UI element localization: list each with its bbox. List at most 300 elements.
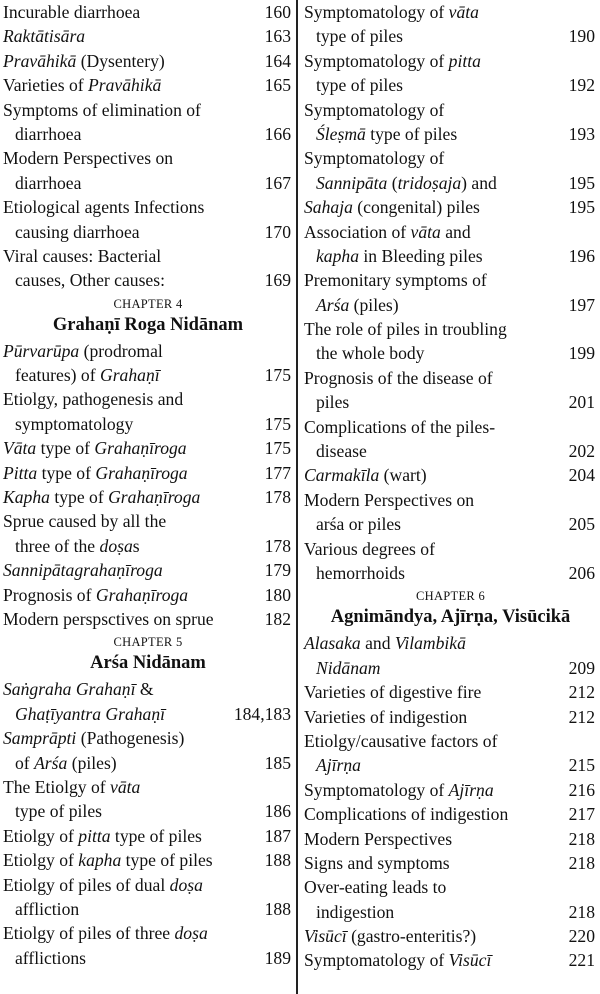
toc-entry-line [3, 387, 293, 411]
toc-entry[interactable] [304, 146, 597, 195]
toc-entry-line [304, 415, 597, 439]
entry-text: Symptomatology of [304, 2, 449, 22]
toc-entry-line [3, 195, 293, 219]
toc-entry-line [304, 802, 597, 826]
entry-text: type of piles [365, 123, 458, 144]
toc-entry-line [3, 461, 293, 485]
entry-text: Prognosis of the disease of [304, 367, 493, 388]
entry-text: Varieties of digestive fire [304, 682, 482, 703]
toc-entry[interactable] [304, 705, 597, 729]
entry-text: Over-eating leads to [304, 877, 447, 898]
entry-text: Complications of the piles- [304, 416, 496, 437]
toc-entry-line [304, 146, 597, 170]
entry-title [304, 268, 487, 292]
toc-entry-line [3, 897, 293, 921]
toc-entry[interactable] [304, 680, 597, 704]
page-number: 188 [264, 850, 291, 871]
entry-text: Symptomatology of [304, 50, 449, 71]
toc-entry-line [3, 583, 293, 607]
toc-entry[interactable] [304, 948, 597, 972]
entry-text: Etiolgy of [3, 850, 79, 871]
entry-title [304, 924, 476, 948]
entry-title [304, 802, 508, 826]
entry-text: (prodromal [79, 340, 163, 361]
toc-entry-line [3, 824, 293, 848]
entry-text: causing diarrhoea [15, 221, 140, 242]
page-number: 202 [568, 441, 595, 462]
entry-text: Modern perspsctives on sprue [3, 608, 214, 629]
toc-entry[interactable] [3, 195, 293, 244]
entry-title [3, 702, 165, 726]
toc-entry[interactable] [3, 775, 293, 824]
entry-title [304, 488, 474, 512]
page-number: 184,183 [233, 703, 291, 724]
entry-text: The role of piles in troubling [304, 319, 507, 340]
entry-title [3, 461, 188, 485]
page-number: 197 [568, 294, 595, 315]
entry-text: type of [37, 462, 96, 483]
italic-term: Sahaja [304, 197, 353, 218]
toc-entry-line [3, 873, 293, 897]
entry-title [304, 900, 394, 924]
toc-entry-line [3, 339, 293, 363]
toc-entry-line [304, 488, 597, 512]
toc-entry[interactable] [304, 875, 597, 924]
entry-title [3, 751, 117, 775]
toc-entry-line [3, 412, 293, 436]
toc-entry-line [304, 656, 597, 680]
page-number: 175 [264, 365, 291, 386]
italic-term: Raktātisāra [3, 26, 86, 47]
italic-term: Pravāhikā [3, 50, 77, 71]
entry-title [3, 607, 214, 631]
entry-title [3, 848, 213, 872]
entry-title [3, 387, 183, 411]
italic-term: Grahaṇī [100, 365, 160, 386]
entry-title [304, 875, 446, 899]
toc-entry[interactable] [304, 220, 597, 269]
page-number: 179 [264, 560, 291, 581]
toc-entry[interactable] [304, 317, 597, 366]
page-number: 217 [568, 804, 595, 825]
toc-entry-line [304, 24, 597, 48]
toc-entry-line [304, 900, 597, 924]
toc-entry[interactable] [3, 873, 293, 922]
entry-text: Symptomatology of [304, 148, 445, 169]
italic-term: Arśa [34, 752, 68, 773]
page-number: 209 [568, 657, 595, 678]
italic-term: Grahaṇīroga [95, 584, 189, 605]
page-number: 212 [568, 682, 595, 703]
entry-text: type of piles [121, 850, 213, 871]
page-number: 178 [264, 487, 291, 508]
entry-title [304, 631, 466, 655]
toc-entry-line [3, 436, 293, 460]
toc-entry[interactable] [3, 244, 293, 293]
italic-term: Grahaṇīroga [108, 487, 201, 508]
entry-title [3, 195, 204, 219]
toc-entry[interactable] [304, 537, 597, 586]
toc-entry[interactable] [3, 49, 293, 73]
toc-entry-line [304, 390, 597, 414]
italic-term: vāta [410, 221, 441, 242]
entry-text: Varieties of [3, 75, 89, 96]
entry-title [3, 485, 200, 509]
entry-text: hemorrhoids [316, 562, 405, 583]
toc-entry-line [304, 73, 597, 97]
entry-text: Signs and symptoms [304, 852, 450, 873]
toc-entry-line [3, 24, 293, 48]
toc-entry-line [3, 73, 293, 97]
entry-title [304, 729, 497, 753]
entry-title [304, 439, 367, 463]
page-number: 204 [568, 465, 595, 486]
entry-title [3, 583, 188, 607]
italic-term: Visūcī [448, 950, 492, 971]
page-number: 195 [568, 197, 595, 218]
toc-entry[interactable] [304, 268, 597, 317]
toc-entry-line [304, 49, 597, 73]
entry-title [304, 0, 479, 24]
entry-text: afflictions [15, 947, 87, 968]
entry-text: (piles) [349, 294, 399, 315]
entry-text: Modern Perspectives [304, 828, 453, 849]
toc-entry-line [304, 366, 597, 390]
entry-title [3, 363, 160, 387]
toc-entry[interactable] [304, 98, 597, 147]
page-number: 177 [264, 462, 291, 483]
entry-title [304, 680, 481, 704]
chapter-label: CHAPTER 6 [415, 589, 486, 604]
column-divider [296, 0, 298, 994]
page-number: 185 [264, 752, 291, 773]
entry-title [304, 317, 507, 341]
entry-title [3, 220, 140, 244]
toc-entry[interactable] [304, 415, 597, 464]
toc-entry-line [3, 534, 293, 558]
toc-entry-line [3, 509, 293, 533]
toc-entry-line [3, 98, 293, 122]
entry-title [304, 244, 483, 268]
toc-entry-line [304, 512, 597, 536]
page-number: 165 [264, 75, 291, 96]
entry-text: type of piles [316, 75, 403, 96]
toc-entry-line [3, 122, 293, 146]
toc-entry-line [304, 851, 597, 875]
toc-entry[interactable] [3, 583, 293, 607]
toc-entry[interactable] [304, 851, 597, 875]
entry-text: Etiolgy of [3, 825, 79, 846]
entry-text: disease [316, 441, 367, 462]
toc-entry-line [304, 463, 597, 487]
page-number: 160 [264, 2, 291, 22]
entry-text: s [132, 535, 140, 556]
page-number: 193 [568, 123, 595, 144]
toc-entry[interactable] [3, 436, 293, 460]
toc-entry[interactable] [3, 73, 293, 97]
toc-entry[interactable] [304, 778, 597, 802]
italic-term: Arśa [316, 294, 350, 315]
entry-text: indigestion [316, 901, 395, 922]
entry-text: the whole body [316, 343, 425, 364]
entry-text: Symptoms of elimination of [3, 99, 201, 120]
entry-text: Prognosis of [3, 584, 96, 605]
page-number: 164 [264, 50, 291, 71]
toc-entry-line [304, 293, 597, 317]
page-number: 195 [568, 172, 595, 193]
toc-entry-line [3, 0, 293, 24]
page-number: 163 [264, 26, 291, 47]
toc-entry-line [3, 921, 293, 945]
entry-title [304, 753, 361, 777]
toc-entry-line [304, 171, 597, 195]
entry-title [3, 726, 184, 750]
page-number: 218 [568, 852, 595, 873]
entry-title [304, 73, 403, 97]
entry-title [3, 921, 208, 945]
page-number: 215 [568, 755, 595, 776]
italic-term: Ghaṭīyantra Grahaṇī [15, 703, 166, 724]
italic-term: doṣa [99, 535, 133, 556]
italic-term: doṣa [174, 923, 208, 944]
entry-text: Symptomatology of [304, 99, 445, 120]
entry-text: (Pathogenesis) [76, 728, 185, 749]
chapter-label: CHAPTER 5 [113, 635, 183, 650]
entry-title [304, 171, 497, 195]
toc-entry-line [304, 680, 597, 704]
page-number: 189 [264, 947, 291, 968]
entry-text: and [440, 221, 471, 242]
toc-entry-line [3, 775, 293, 799]
entry-text: Premonitary symptoms of [304, 270, 487, 291]
toc-entry-line [304, 924, 597, 948]
toc-entry-line [304, 875, 597, 899]
entry-text: Modern Perspectives on [3, 148, 174, 169]
toc-entry-line [3, 363, 293, 387]
italic-term: vāta [110, 776, 141, 797]
toc-entry[interactable] [3, 921, 293, 970]
entry-title [304, 463, 427, 487]
toc-entry[interactable] [304, 366, 597, 415]
entry-title [3, 268, 165, 292]
toc-entry-line [3, 49, 293, 73]
page-number: 206 [568, 562, 595, 583]
toc-entry[interactable] [304, 729, 597, 778]
toc-entry[interactable] [304, 802, 597, 826]
toc-entry-line [3, 607, 293, 631]
page-number: 205 [568, 514, 595, 535]
toc-entry-line [3, 146, 293, 170]
entry-text: Symptomatology of [304, 779, 449, 800]
italic-term: vāta [448, 2, 479, 22]
italic-term: kapha [78, 850, 122, 871]
entry-text: causes, Other causes: [15, 270, 165, 291]
entry-title [304, 827, 452, 851]
entry-title [3, 509, 166, 533]
entry-title [304, 415, 495, 439]
italic-term: Sannipāta [316, 172, 388, 193]
toc-entry-line [304, 220, 597, 244]
entry-text: arśa or piles [316, 514, 402, 535]
entry-text: type of piles [15, 801, 102, 822]
page-number: 175 [264, 438, 291, 459]
toc-entry[interactable] [3, 461, 293, 485]
toc-entry[interactable] [304, 49, 597, 98]
entry-text: (gastro-enteritis?) [346, 926, 477, 947]
entry-title [3, 339, 163, 363]
toc-entry[interactable] [3, 848, 293, 872]
entry-text: Sprue caused by all the [3, 511, 167, 532]
italic-term: Grahaṇīroga [95, 462, 188, 483]
page-number: 192 [568, 75, 595, 96]
entry-title [304, 851, 450, 875]
entry-title [304, 122, 457, 146]
entry-text: type of [36, 438, 95, 459]
entry-title [304, 220, 471, 244]
toc-entry[interactable] [304, 827, 597, 851]
entry-text: (piles) [67, 752, 117, 773]
page-number: 175 [264, 413, 291, 434]
toc-entry-line [304, 244, 597, 268]
italic-term: tridoṣaja [397, 172, 462, 193]
italic-term: Vilambikā [394, 633, 466, 654]
toc-entry-line [3, 677, 293, 701]
toc-entry[interactable] [304, 463, 597, 487]
entry-text: three of the [15, 535, 100, 556]
page-number: 182 [264, 608, 291, 629]
toc-entry-line [304, 268, 597, 292]
entry-title [304, 366, 493, 390]
toc-entry[interactable] [3, 24, 293, 48]
entry-text: Etiolgy of piles of three [3, 923, 175, 944]
italic-term: Pravāhikā [88, 75, 162, 96]
toc-entry-line [3, 485, 293, 509]
page-number: 187 [264, 825, 291, 846]
italic-term: Pūrvarūpa [3, 340, 80, 361]
italic-term: Ajīrṇa [316, 755, 361, 776]
toc-entry[interactable] [3, 485, 293, 509]
toc-entry[interactable] [3, 726, 293, 775]
italic-term: Kapha [3, 487, 50, 508]
entry-title [3, 436, 187, 460]
italic-term: Alasaka [304, 633, 361, 654]
entry-title [304, 146, 444, 170]
page-number: 169 [264, 270, 291, 291]
entry-title [304, 512, 401, 536]
italic-term: Grahaṇīroga [94, 438, 187, 459]
toc-entry[interactable] [3, 607, 293, 631]
entry-title [304, 98, 444, 122]
entry-text: diarrhoea [15, 123, 82, 144]
page-number: 180 [264, 584, 291, 605]
toc-entry-line [304, 631, 597, 655]
page-number: 218 [568, 901, 595, 922]
page-number: 166 [264, 123, 291, 144]
entry-text: Various degrees of [304, 538, 435, 559]
entry-text: of [15, 752, 35, 773]
page-number: 188 [264, 898, 291, 919]
toc-entry[interactable] [3, 0, 293, 24]
entry-title [3, 558, 163, 582]
italic-term: pitta [448, 50, 481, 71]
toc-entry-line [304, 778, 597, 802]
italic-term: Samprāpti [3, 728, 77, 749]
entry-text: Association of [304, 221, 411, 242]
toc-entry[interactable] [3, 339, 293, 388]
toc-entry[interactable] [3, 677, 293, 726]
entry-title [3, 897, 79, 921]
page-number: 201 [568, 392, 595, 413]
entry-title [3, 98, 201, 122]
toc-entry[interactable] [3, 558, 293, 582]
toc-entry[interactable] [3, 146, 293, 195]
entry-text: Etiolgy/causative factors of [304, 730, 498, 751]
entry-title [304, 705, 467, 729]
entry-title [304, 778, 494, 802]
entry-title [3, 946, 86, 970]
toc-entry[interactable] [304, 195, 597, 219]
italic-term: Visūcī [304, 926, 347, 947]
entry-title [3, 799, 102, 823]
toc-entry[interactable] [3, 387, 293, 436]
toc-entry-line [304, 98, 597, 122]
entry-text: & [135, 679, 154, 700]
entry-text: Complications of indigestion [304, 804, 509, 825]
page-number: 190 [568, 26, 595, 47]
entry-title [3, 73, 161, 97]
entry-title [3, 824, 202, 848]
entry-text: Viral causes: Bacterial [3, 245, 162, 266]
entry-title [304, 561, 405, 585]
entry-text: diarrhoea [15, 172, 82, 193]
toc-entry-line [304, 561, 597, 585]
toc-entry[interactable] [304, 0, 597, 49]
toc-entry-line [304, 753, 597, 777]
toc-entry[interactable] [304, 631, 597, 680]
entry-text: Etiological agents Infections [3, 197, 205, 218]
toc-entry[interactable] [3, 98, 293, 147]
entry-title [304, 948, 491, 972]
italic-term: Carmakīla [304, 465, 380, 486]
toc-entry[interactable] [3, 509, 293, 558]
entry-title [3, 146, 173, 170]
entry-title [3, 122, 81, 146]
italic-term: Śleṣmā [316, 123, 366, 144]
toc-entry-line [3, 946, 293, 970]
entry-title [304, 390, 349, 414]
page-number: 167 [264, 172, 291, 193]
entry-text: ) and [461, 172, 497, 193]
page-number: 170 [264, 221, 291, 242]
italic-term: Ajīrṇa [448, 779, 494, 800]
entry-title [3, 24, 85, 48]
toc-entry[interactable] [304, 924, 597, 948]
italic-term: kapha [316, 245, 359, 266]
toc-entry-line [304, 729, 597, 753]
entry-text: Etiolgy of piles of dual [3, 874, 170, 895]
entry-title [304, 49, 481, 73]
entry-text: piles [316, 392, 350, 413]
toc-entry-line [304, 537, 597, 561]
entry-title [3, 49, 165, 73]
entry-text: The Etiolgy of [3, 776, 111, 797]
toc-right-column [304, 0, 597, 973]
toc-entry[interactable] [3, 824, 293, 848]
toc-entry-line [3, 726, 293, 750]
toc-entry[interactable] [304, 488, 597, 537]
italic-term: Pitta [3, 462, 38, 483]
entry-text: (Dysentery) [76, 50, 165, 71]
